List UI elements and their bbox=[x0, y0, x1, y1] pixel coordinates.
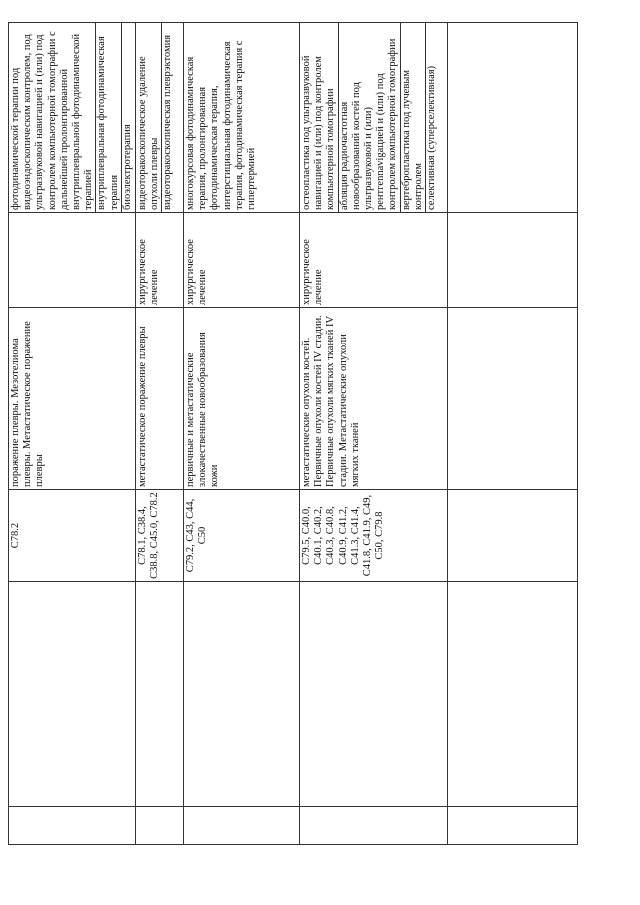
method-item: многокурсовая фотодинамическая терапия, пролонгированная фотодинамическая терапия, интерстициальная фотодинамическая терапия, фотодинамическая терапия с гипертермией bbox=[185, 40, 258, 210]
table-row bbox=[9, 23, 136, 845]
table-cell bbox=[300, 807, 448, 845]
codes-cell: C78.2 bbox=[9, 490, 136, 582]
method-item: вертебропластика под лучевым контролем bbox=[400, 23, 425, 212]
table-cell bbox=[448, 807, 578, 845]
diagnosis-cell: первичные и метастатические злокачественные новообразования кожи bbox=[184, 308, 300, 490]
diagnosis-cell: поражение плевры. Мезотелиома плевры. Метастатическое поражение плевры bbox=[9, 308, 136, 490]
diagnosis-cell: метастатическое поражение плевры bbox=[136, 308, 184, 490]
treatment-cell: хирургическое лечение bbox=[184, 213, 300, 308]
rotated-page bbox=[8, 23, 578, 845]
codes-cell: C78.1, C38.4, C38.8, C45.0, C78.2 bbox=[136, 490, 184, 582]
table-cell bbox=[448, 490, 578, 582]
method-item: селективная (суперселективная) bbox=[425, 23, 438, 212]
table-cell bbox=[184, 807, 300, 845]
table-cell bbox=[136, 807, 184, 845]
table-cell bbox=[448, 213, 578, 308]
method-item: остеопластика под ультразвуковой навигацией и (или) под контролем компьютерной томографии bbox=[301, 55, 337, 210]
table-cell bbox=[136, 582, 184, 807]
table-cell bbox=[184, 582, 300, 807]
method-item: внутриплевральная фотодинамическая терапия bbox=[95, 23, 120, 212]
treatment-cell: хирургическое лечение bbox=[136, 213, 184, 308]
treatment-cell: хирургическое лечение bbox=[300, 213, 448, 308]
codes-cell: C79.5, C40.0, C40.1, C40.2, C40.3, C40.8, C40.9, C41.2, C41.3, C41.4, C41.8, C41.9, C49, C50, C79.8 bbox=[300, 490, 448, 582]
method-item: абляция радиочастотная новообразований костей под ультразвуковой и (или) рентгennavigацией и (или) под контролем компьютерной томографии bbox=[338, 23, 400, 212]
table-cell bbox=[9, 807, 136, 845]
table-cell bbox=[448, 582, 578, 807]
table-row bbox=[184, 23, 300, 845]
table-cell bbox=[448, 23, 578, 213]
table-row bbox=[448, 23, 578, 845]
table-row bbox=[300, 23, 448, 845]
method-item: фотодинамической терапии под видеоэндоскопическим контролем, под ультразвуковой навигацией и (или) под контролем компьютерной томографии с дальнейшей пролонгированной внутриплевральной фотодинамической терапией bbox=[10, 31, 95, 210]
table-row bbox=[136, 23, 184, 845]
methods-cell bbox=[136, 23, 184, 213]
table-cell bbox=[448, 308, 578, 490]
diagnosis-cell: метастатические опухоли костей. Первичные опухоли костей IV стадии. Первичные опухоли мягких тканей IV стадии. Метастатические опухоли мягких тканей bbox=[300, 308, 448, 490]
table-cell bbox=[300, 582, 448, 807]
method-item: биоэлектротерапия bbox=[121, 23, 134, 212]
method-item: видеоторакоскопическое удаление опухоли плевры bbox=[137, 56, 161, 210]
codes-cell: C79.2, C43, C44, C50 bbox=[184, 490, 300, 582]
methods-cell bbox=[184, 23, 300, 213]
method-item: видеоторакоскопическая плеврэктомия bbox=[161, 23, 174, 212]
treatment-cell bbox=[9, 213, 136, 308]
methods-cell bbox=[9, 23, 136, 213]
table-cell bbox=[9, 582, 136, 807]
methods-cell bbox=[300, 23, 448, 213]
treatment-table bbox=[8, 22, 578, 845]
